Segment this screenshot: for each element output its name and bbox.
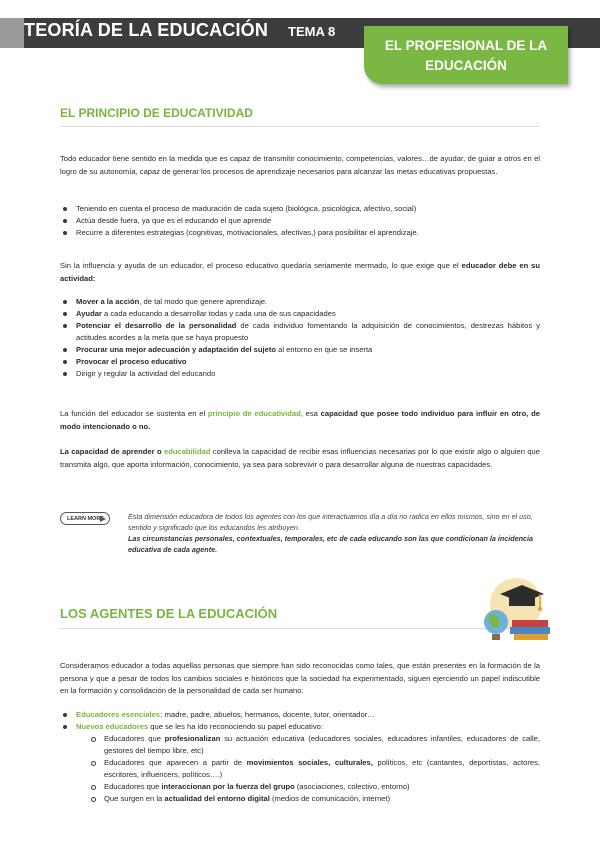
list-item — [60, 721, 540, 805]
paragraph-text: esa — [302, 409, 321, 418]
item-bold: profesionalizan — [164, 734, 221, 743]
item-bold: movimientos sociales, culturales, — [246, 758, 373, 767]
list-item: Recurre a diferentes estrategias (cognitivas, motivacionales, afectivas,) para posibilitar el aprendizaje. — [60, 227, 540, 239]
item-text: (asociaciones, colectivo, entorno) — [294, 782, 410, 791]
item-text: que se les ha ido reconociendo su papel educativo: — [148, 722, 323, 731]
topic-title-line2: EDUCACIÓN — [425, 58, 507, 73]
topic-box — [364, 26, 568, 84]
list-item — [60, 320, 540, 344]
list-item — [60, 308, 540, 320]
intro-paragraph: Todo educador tiene sentido en la medida que es capaz de transmitir conocimiento, competencias, valores…de ayudar, de guiar a otros en el logro de su autonomía, capaz de generar los procesos de aprendizaje necesarios para alcanzar las metas educativas propuestas. — [60, 154, 540, 176]
list-item — [76, 781, 540, 793]
educabilidad-paragraph — [60, 446, 540, 471]
item-bold: interaccionan por la fuerza del grupo — [161, 782, 295, 791]
arrow-right-icon — [100, 516, 106, 522]
list-item — [76, 733, 540, 757]
item-text: su actuación educativa (educadores sociales, educadores infantiles, educadores de calle, gestores del tiempo libre, etc) — [104, 734, 540, 755]
section-heading-agentes: LOS AGENTES DE LA EDUCACIÓN — [60, 606, 278, 621]
learn-more-note — [128, 511, 540, 555]
paragraph-emphasis: educador debe en su actividad: — [60, 261, 540, 283]
section-divider — [60, 628, 540, 629]
item-text: Que surgen en la — [104, 794, 165, 803]
item-highlight: Educadores esenciales: — [76, 710, 163, 719]
document-title: TEORÍA DE LA EDUCACIÓN — [24, 20, 269, 40]
item-text: (medios de comunicación, internet) — [269, 794, 391, 803]
paragraph-text: conlleva la capacidad de recibir esas influencias necesarias por lo que existir algo o alguien que transmita algo, que aporta información, conocimiento, ya sea para sobrevivir o para desarrollar alguna de nuestras capacidades. — [60, 447, 540, 469]
learn-more-button[interactable] — [60, 512, 110, 525]
note-emphasis: Las circunstancias personales, contextuales, temporales, etc de cada educando son las que condicionan la incidencia educativa de cada agente. — [128, 534, 534, 554]
note-text: Esta dimensión educadora de todos los agentes con los que interactuamos día a día no radica en ellos mismos, sino en el uso, sentido y significado que los educandos les atribuyen. — [128, 512, 533, 532]
list-item: Teniendo en cuenta el proceso de maduración de cada sujeto (biológica, psicológica, afectivo, social) — [60, 203, 540, 215]
tema-label: TEMA 8 — [288, 24, 336, 39]
section-heading-educatividad: EL PRINCIPIO DE EDUCATIVIDAD — [60, 106, 253, 120]
item-text: Educadores que — [104, 734, 165, 743]
list-item — [76, 793, 540, 805]
paragraph-emphasis: La capacidad de aprender o — [60, 447, 164, 456]
item-text: madre, padre, abuelos, hermanos, docente, tutor, orientador… — [162, 710, 375, 719]
paragraph-emphasis: capacidad que posee todo individuo para influir en otro, de modo intencionado o no. — [60, 409, 540, 431]
list-item — [60, 709, 540, 721]
paragraph-text: Sin la influencia y ayuda de un educador, el proceso educativo quedaría seriamente mermado, lo que exige que el — [60, 261, 462, 270]
list-item — [60, 296, 540, 308]
educator-influence-paragraph — [60, 260, 540, 285]
educabilidad-highlight: educabilidad — [163, 447, 211, 456]
section-divider — [60, 126, 540, 127]
educatividad-paragraph — [60, 408, 540, 433]
new-educators-sublist — [76, 733, 540, 805]
list-item — [60, 344, 540, 356]
item-text: al entorno en que se inserta — [276, 345, 373, 354]
list-item — [60, 356, 540, 368]
paragraph-text: La función del educador se sustenta en el — [60, 409, 208, 418]
header-bar-accent — [0, 18, 24, 48]
item-text: políticos, etc (cantantes, deportistas, actores, escritores, influencers, políticos….) — [104, 758, 540, 779]
item-bold: Procurar una mejor adecuación y adaptación del sujeto — [76, 345, 277, 354]
item-bold: Provocar el proceso educativo — [76, 357, 187, 366]
list-item: Actúa desde fuera, ya que es el educando el que aprende — [60, 215, 540, 227]
item-bold: Mover a la acción — [76, 297, 140, 306]
item-text: Educadores que aparecen a partir de — [104, 758, 247, 767]
item-text: a cada educando a desarrollar todas y cada una de sus capacidades — [101, 309, 336, 318]
item-bold: actualidad del entorno digital — [164, 794, 270, 803]
item-bold: Ayudar — [76, 309, 102, 318]
item-text: de cada individuo fomentando la adquisición de conocimientos, destrezas hábitos y actitudes acordes a la meta que se haya propuesto — [76, 321, 540, 342]
item-text: Educadores que — [104, 782, 162, 791]
agents-list — [60, 709, 540, 805]
maturation-bullet-list — [60, 203, 540, 239]
item-text: Dirigir y regular la actividad del educando — [76, 369, 216, 378]
list-item — [60, 368, 540, 380]
topic-title-line1: EL PROFESIONAL DE LA — [384, 38, 548, 53]
item-bold: Potenciar el desarrollo de la personalidad — [76, 321, 237, 330]
item-text: , de tal modo que genere aprendizaje. — [139, 297, 268, 306]
learn-more-label: LEARN MORE — [67, 516, 104, 522]
graduation-books-globe-icon — [472, 576, 558, 642]
educator-activity-list — [60, 296, 540, 380]
item-highlight: Nuevos educadores — [76, 722, 149, 731]
agents-intro-paragraph: Consideramos educador a todas aquellas personas que siempre han sido reconocidas como tales, que están presentes en la formación de la persona y que a pesar de todos los cambios sociales e históricos que la sociedad ha experimentado, siguen ejerciendo un papel indiscutible en la formación y consolidación de la personalidad de cada ser humano. — [60, 661, 540, 695]
educatividad-highlight: principio de educatividad, — [207, 409, 303, 418]
list-item — [76, 757, 540, 781]
